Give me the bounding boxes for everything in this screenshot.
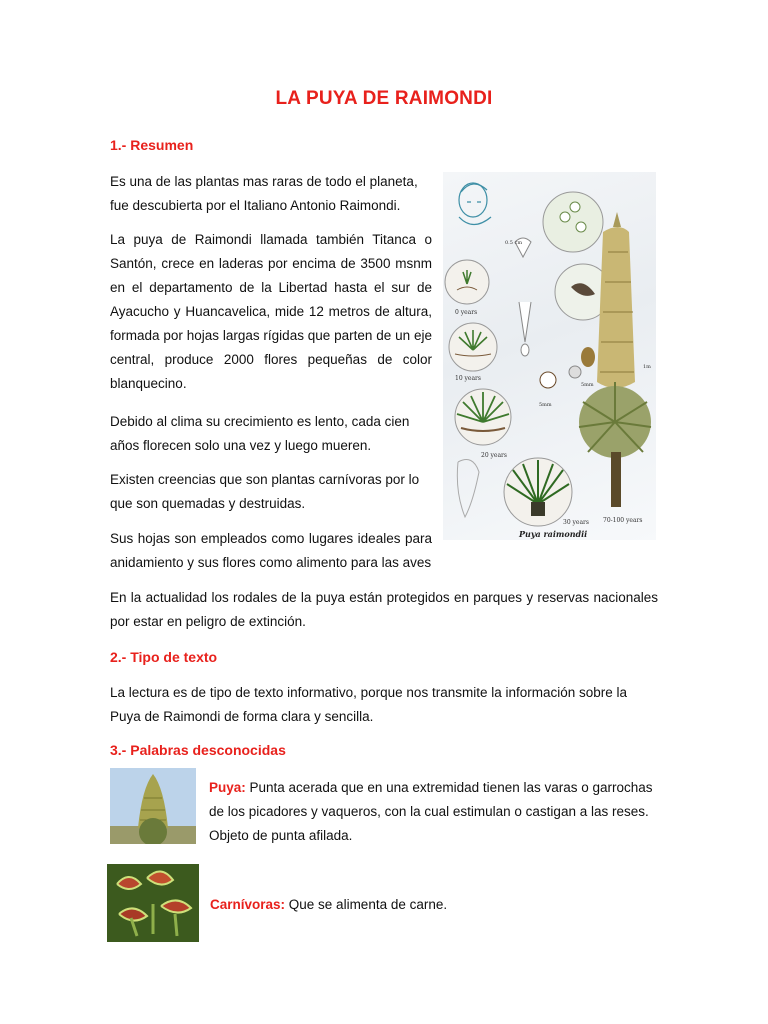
growth-stage-20 <box>455 389 511 445</box>
term-carnivoras: Carnívoras: <box>210 897 286 912</box>
flower-detail-circle <box>543 192 603 252</box>
term-puya: Puya: <box>209 780 246 795</box>
definition-puya <box>209 776 659 848</box>
label-scale-05cm: 0.5 cm <box>505 240 523 246</box>
growth-stage-10 <box>449 323 497 371</box>
figure-caption: Puya raimondii <box>519 529 588 539</box>
paragraph-2: La puya de Raimondi llamada también Titanca o Santón, crece en laderas por encima de 3500 msnm en el departamento de la Libertad hasta el sur de Ayacucho y Huancavelica, mide 12 metros de altura, formada por hojas largas rígidas que parten de un eje central, produce 2000 flores pequeñas de color blanquecino. <box>110 232 432 391</box>
paragraph-1: Es una de las plantas mas raras de todo el planeta, fue descubierta por el Italiano Antonio Raimondi. <box>110 174 418 213</box>
section-heading-tipo: 2.- Tipo de texto <box>110 649 218 665</box>
puya-raimondii-illustration <box>443 172 656 540</box>
paragraph-5: Sus hojas son empleados como lugares ideales para anidamiento y sus flores como alimento para las aves <box>110 531 432 570</box>
paragraph-4: Existen creencias que son plantas carnívoras por lo que son quemadas y destruidas. <box>110 472 420 511</box>
definition-puya-text: Punta acerada que en una extremidad tienen las varas o garrochas de los picadores y vaqueros, con la cual estimulan o castigan a las reses. Objeto de punta afilada. <box>209 780 653 843</box>
section-heading-palabras: 3.- Palabras desconocidas <box>110 742 286 758</box>
label-10-years: 10 years <box>455 375 482 382</box>
page-title: LA PUYA DE RAIMONDI <box>275 88 493 109</box>
paragraph-tipo: La lectura es de tipo de texto informativo, porque nos transmite la información sobre la Puya de Raimondi de forma clara y sencilla. <box>110 685 628 724</box>
label-20-years: 20 years <box>481 452 508 459</box>
definition-carnivoras-text: Que se alimenta de carne. <box>285 897 448 912</box>
definition-carnivoras <box>210 893 650 917</box>
paragraph-3: Debido al clima su crecimiento es lento, cada cien años florecen solo una vez y luego mueren. <box>110 414 410 453</box>
venus-flytrap-thumbnail-image <box>107 864 199 942</box>
label-scale-1m: 1m <box>643 364 651 370</box>
label-0-years: 0 years <box>455 309 478 316</box>
section-heading-resumen: 1.- Resumen <box>110 137 194 153</box>
growth-stage-30 <box>504 458 572 526</box>
growth-stage-0 <box>445 260 489 304</box>
raimondi-portrait <box>459 183 491 225</box>
puya-thumbnail-image <box>110 768 196 844</box>
label-70-100-years: 70-100 years <box>603 517 643 524</box>
label-scale-5mm-b: 5mm <box>581 382 594 388</box>
label-30-years: 30 years <box>563 519 590 526</box>
label-scale-5mm-a: 5mm <box>539 402 552 408</box>
paragraph-6: En la actualidad los rodales de la puya están protegidos en parques y reservas nacionales por estar en peligro de extinción. <box>110 590 658 629</box>
